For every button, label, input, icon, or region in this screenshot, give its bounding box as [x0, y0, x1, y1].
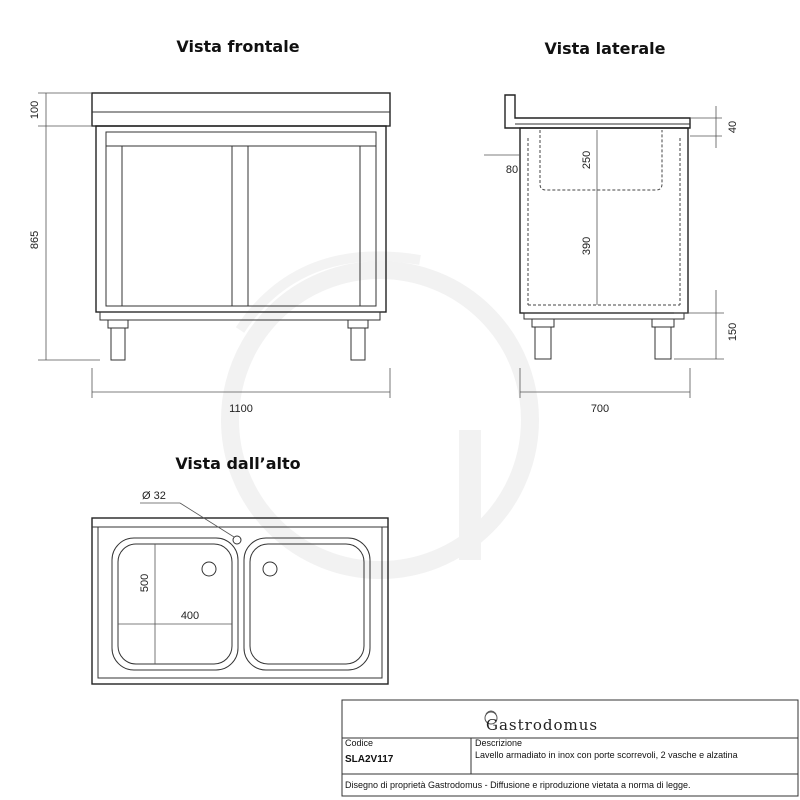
dim-top-basin-width: 400 [180, 610, 200, 622]
dim-top-basin-depth: 500 [139, 573, 151, 593]
dim-side-upstand: 40 [727, 120, 739, 134]
front-view [38, 93, 390, 398]
desc-value: Lavello armadiato in inox con porte scorrevoli, 2 vasche e alzatina [475, 750, 738, 760]
watermark-logo [230, 256, 530, 570]
dim-side-setback: 80 [505, 164, 519, 176]
desc-label: Descrizione [475, 738, 523, 748]
top-view-title: Vista dall’alto [175, 454, 301, 473]
code-label: Codice [345, 738, 374, 748]
code-value: SLA2V117 [345, 754, 394, 765]
dim-side-basin-depth: 250 [581, 150, 593, 170]
dim-top-drain-diameter: Ø 32 [142, 490, 166, 502]
dim-side-inner-height: 390 [581, 236, 593, 256]
front-view-title: Vista frontale [176, 37, 300, 56]
dim-front-top-height: 100 [29, 100, 41, 120]
side-view-title: Vista laterale [544, 39, 666, 58]
dim-side-legs: 150 [727, 322, 739, 342]
brand-name: Gastrodomus [486, 716, 599, 734]
dim-side-depth: 700 [590, 403, 610, 415]
footer-note: Disegno di proprietà Gastrodomus - Diffusione e riproduzione vietata a norma di legge. [345, 780, 691, 790]
dim-front-body-height: 865 [29, 230, 41, 250]
dim-front-width: 1100 [229, 403, 253, 415]
top-view [92, 503, 388, 684]
